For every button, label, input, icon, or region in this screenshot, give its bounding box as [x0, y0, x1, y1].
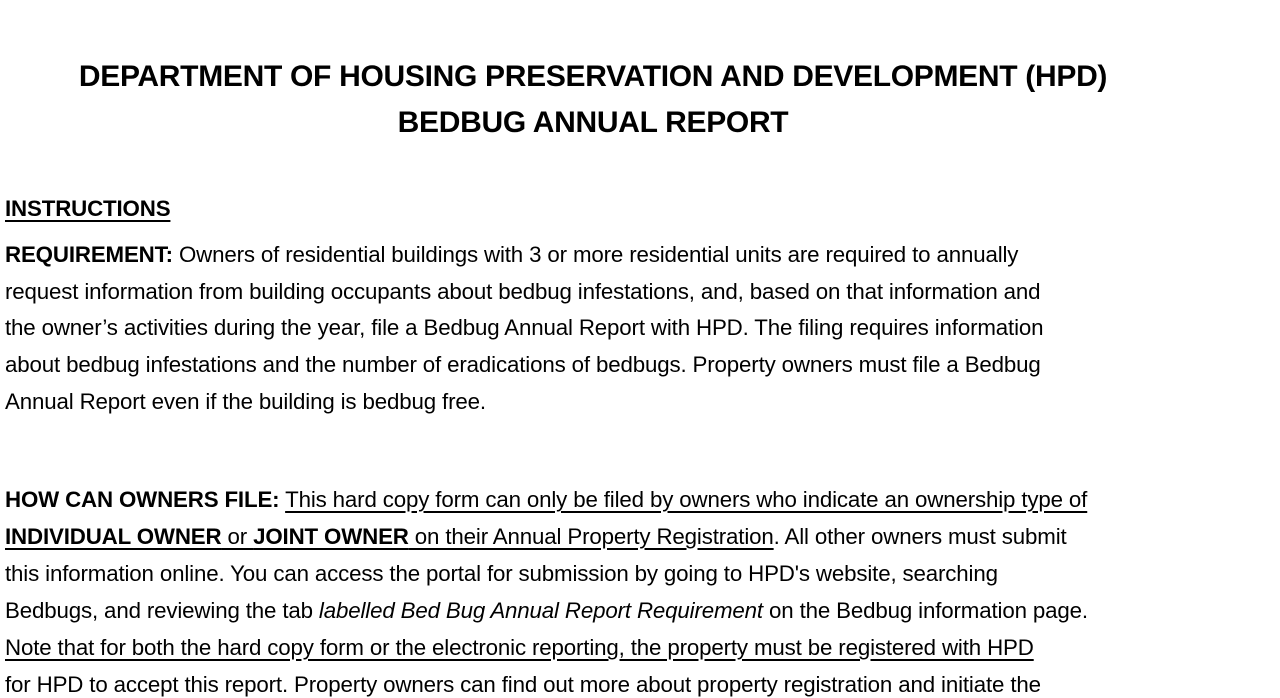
- text-segment: Bedbugs, and reviewing the tab: [5, 598, 319, 623]
- text-line: Annual Report even if the building is bedbug free.: [5, 389, 486, 414]
- text-line: Note that for both the hard copy form or the electronic reporting, the property must be registered with HPD: [5, 635, 1034, 660]
- text-line: this information online. You can access the portal for submission by going to HPD's website, searching: [5, 561, 998, 586]
- text-line: request information from building occupants about bedbug infestations, and, based on that information and: [5, 279, 1041, 304]
- text-line: [5, 487, 1087, 513]
- instructions-heading: INSTRUCTIONS: [5, 196, 171, 221]
- text-segment: on the Bedbug information page.: [762, 598, 1088, 623]
- text-segment: . All other owners must submit: [773, 524, 1067, 549]
- text-line: [5, 524, 1067, 550]
- tab-name-italic: labelled Bed Bug Annual Report Requirement: [318, 598, 763, 623]
- text-line: [5, 242, 1018, 268]
- requirement-label: REQUIREMENT:: [5, 242, 173, 267]
- document-title: DEPARTMENT OF HOUSING PRESERVATION AND DEVELOPMENT (HPD): [78, 60, 1108, 93]
- text-line: the owner’s activities during the year, file a Bedbug Annual Report with HPD. The filing requires information: [5, 315, 1044, 340]
- text-line: [5, 598, 1088, 624]
- how-to-file-label: HOW CAN OWNERS FILE:: [5, 487, 280, 512]
- ownership-type-individual: INDIVIDUAL OWNER: [5, 524, 222, 549]
- text-segment: or: [221, 524, 254, 549]
- ownership-type-joint: JOINT OWNER: [253, 524, 409, 549]
- text-segment: on their Annual Property Registration: [408, 524, 774, 549]
- text-line: about bedbug infestations and the number of eradications of bedbugs. Property owners must file a Bedbug: [5, 352, 1041, 377]
- text-line: for HPD to accept this report. Property owners can find out more about property registration and initiate the: [5, 672, 1041, 697]
- text-segment: Owners of residential buildings with 3 or more residential units are required to annually: [172, 242, 1019, 267]
- document-subtitle: BEDBUG ANNUAL REPORT: [397, 106, 789, 139]
- text-segment: This hard copy form can only be filed by owners who indicate an ownership type of: [285, 487, 1088, 512]
